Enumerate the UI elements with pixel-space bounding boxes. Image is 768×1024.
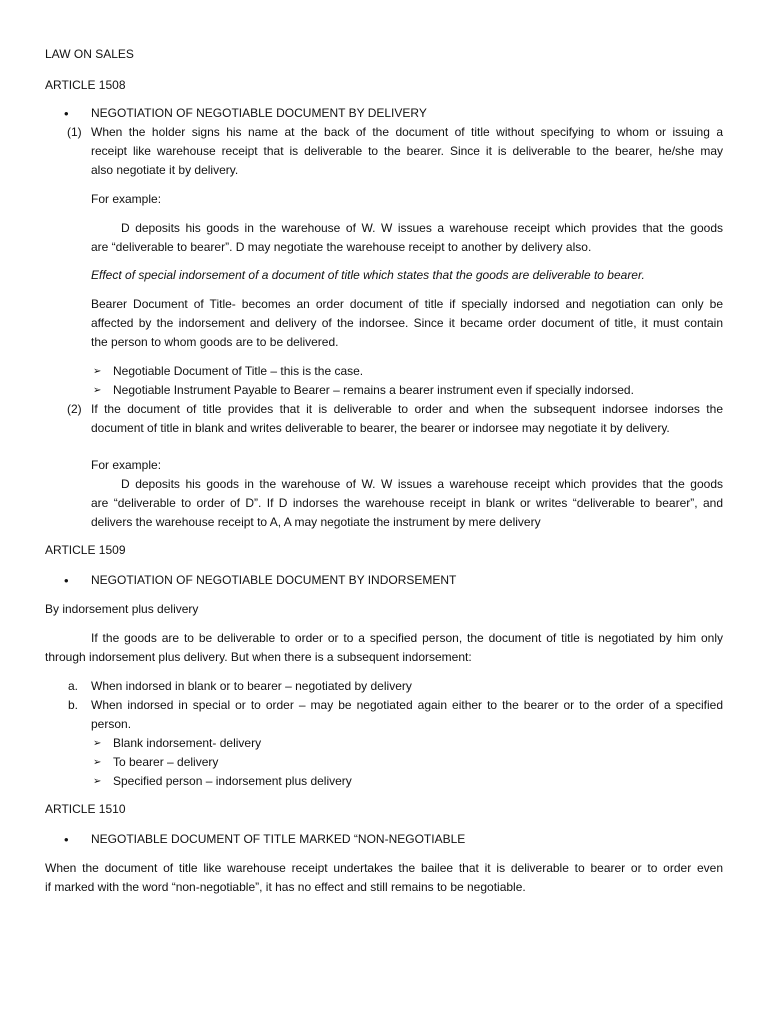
example-line: are “deliverable to order of D”. If D indorses the warehouse receipt in blank or writes “deliverable to bearer”, and <box>91 496 723 510</box>
arrow-bullet-icon: ➢ <box>93 366 102 377</box>
article-1510-line: When the document of title like warehouse receipt undertakes the bailee that it is deliverable to bearer or to order even <box>45 861 723 875</box>
article-1510-heading: ARTICLE 1510 <box>45 802 126 816</box>
item-1-line: also negotiate it by delivery. <box>91 163 239 177</box>
article-1510-line: if marked with the word “non-negotiable”, it has no effect and still remains to be negotiable. <box>45 880 526 894</box>
list-item-b-line: person. <box>91 717 132 731</box>
item-2-line: document of title in blank and writes deliverable to bearer, the bearer or indorsee may negotiate it by delivery. <box>91 421 670 435</box>
arrow-item: Negotiable Document of Title – this is the case. <box>113 364 364 378</box>
article-1509-bullet: NEGOTIATION OF NEGOTIABLE DOCUMENT BY INDORSEMENT <box>91 573 457 587</box>
example-line: are “deliverable to bearer”. D may negotiate the warehouse receipt to another by delivery also. <box>91 240 592 254</box>
arrow-item: Specified person – indorsement plus delivery <box>113 774 352 788</box>
paragraph-line: through indorsement plus delivery. But when there is a subsequent indorsement: <box>45 650 472 664</box>
arrow-item: To bearer – delivery <box>113 755 219 769</box>
bullet-symbol: • <box>64 832 69 847</box>
document-title: LAW ON SALES <box>45 47 134 61</box>
example-line: delivers the warehouse receipt to A, A may negotiate the instrument by mere delivery <box>91 515 541 529</box>
bearer-line: Bearer Document of Title- becomes an order document of title if specially indorsed and negotiation can only be <box>91 297 723 311</box>
bullet-symbol: • <box>64 106 69 121</box>
effect-note: Effect of special indorsement of a document of title which states that the goods are deliverable to bearer. <box>91 268 645 282</box>
article-1510-bullet: NEGOTIABLE DOCUMENT OF TITLE MARKED “NON-NEGOTIABLE <box>91 832 466 846</box>
paragraph-line: If the goods are to be deliverable to order or to a specified person, the document of title is negotiated by him only <box>91 631 723 645</box>
bearer-line: affected by the indorsement and delivery of the indorsee. Since it became order document of title, it must contain <box>91 316 723 330</box>
list-label-b: b. <box>68 698 79 712</box>
example-line: D deposits his goods in the warehouse of W. W issues a warehouse receipt which provides that the goods <box>121 477 723 491</box>
item-1-line: When the holder signs his name at the back of the document of title without specifying to whom or issuing a <box>91 125 723 139</box>
article-1508-heading: ARTICLE 1508 <box>45 78 126 92</box>
example-label: For example: <box>91 458 162 472</box>
item-1-line: receipt like warehouse receipt that is deliverable to the bearer. Since it is deliverable to the bearer, he/she may <box>91 144 723 158</box>
article-1509-subheading: By indorsement plus delivery <box>45 602 199 616</box>
arrow-bullet-icon: ➢ <box>93 776 102 787</box>
example-line: D deposits his goods in the warehouse of W. W issues a warehouse receipt which provides that the goods <box>121 221 723 235</box>
list-item-b-line: When indorsed in special or to order – may be negotiated again either to the bearer or to the order of a specified <box>91 698 723 712</box>
bearer-line: the person to whom goods are to be delivered. <box>91 335 339 349</box>
bullet-symbol: • <box>64 573 69 588</box>
arrow-bullet-icon: ➢ <box>93 757 102 768</box>
list-label-a: a. <box>68 679 79 693</box>
item-number-1: (1) <box>67 125 82 139</box>
list-item-a: When indorsed in blank or to bearer – negotiated by delivery <box>91 679 412 693</box>
arrow-bullet-icon: ➢ <box>93 738 102 749</box>
item-2-line: If the document of title provides that it is deliverable to order and when the subsequent indorsee indorses the <box>91 402 723 416</box>
arrow-bullet-icon: ➢ <box>93 385 102 396</box>
arrow-item: Negotiable Instrument Payable to Bearer – remains a bearer instrument even if specially indorsed. <box>113 383 634 397</box>
item-number-2: (2) <box>67 402 82 416</box>
article-1509-heading: ARTICLE 1509 <box>45 543 126 557</box>
article-1508-bullet: NEGOTIATION OF NEGOTIABLE DOCUMENT BY DELIVERY <box>91 106 427 120</box>
example-label: For example: <box>91 192 162 206</box>
arrow-item: Blank indorsement- delivery <box>113 736 262 750</box>
